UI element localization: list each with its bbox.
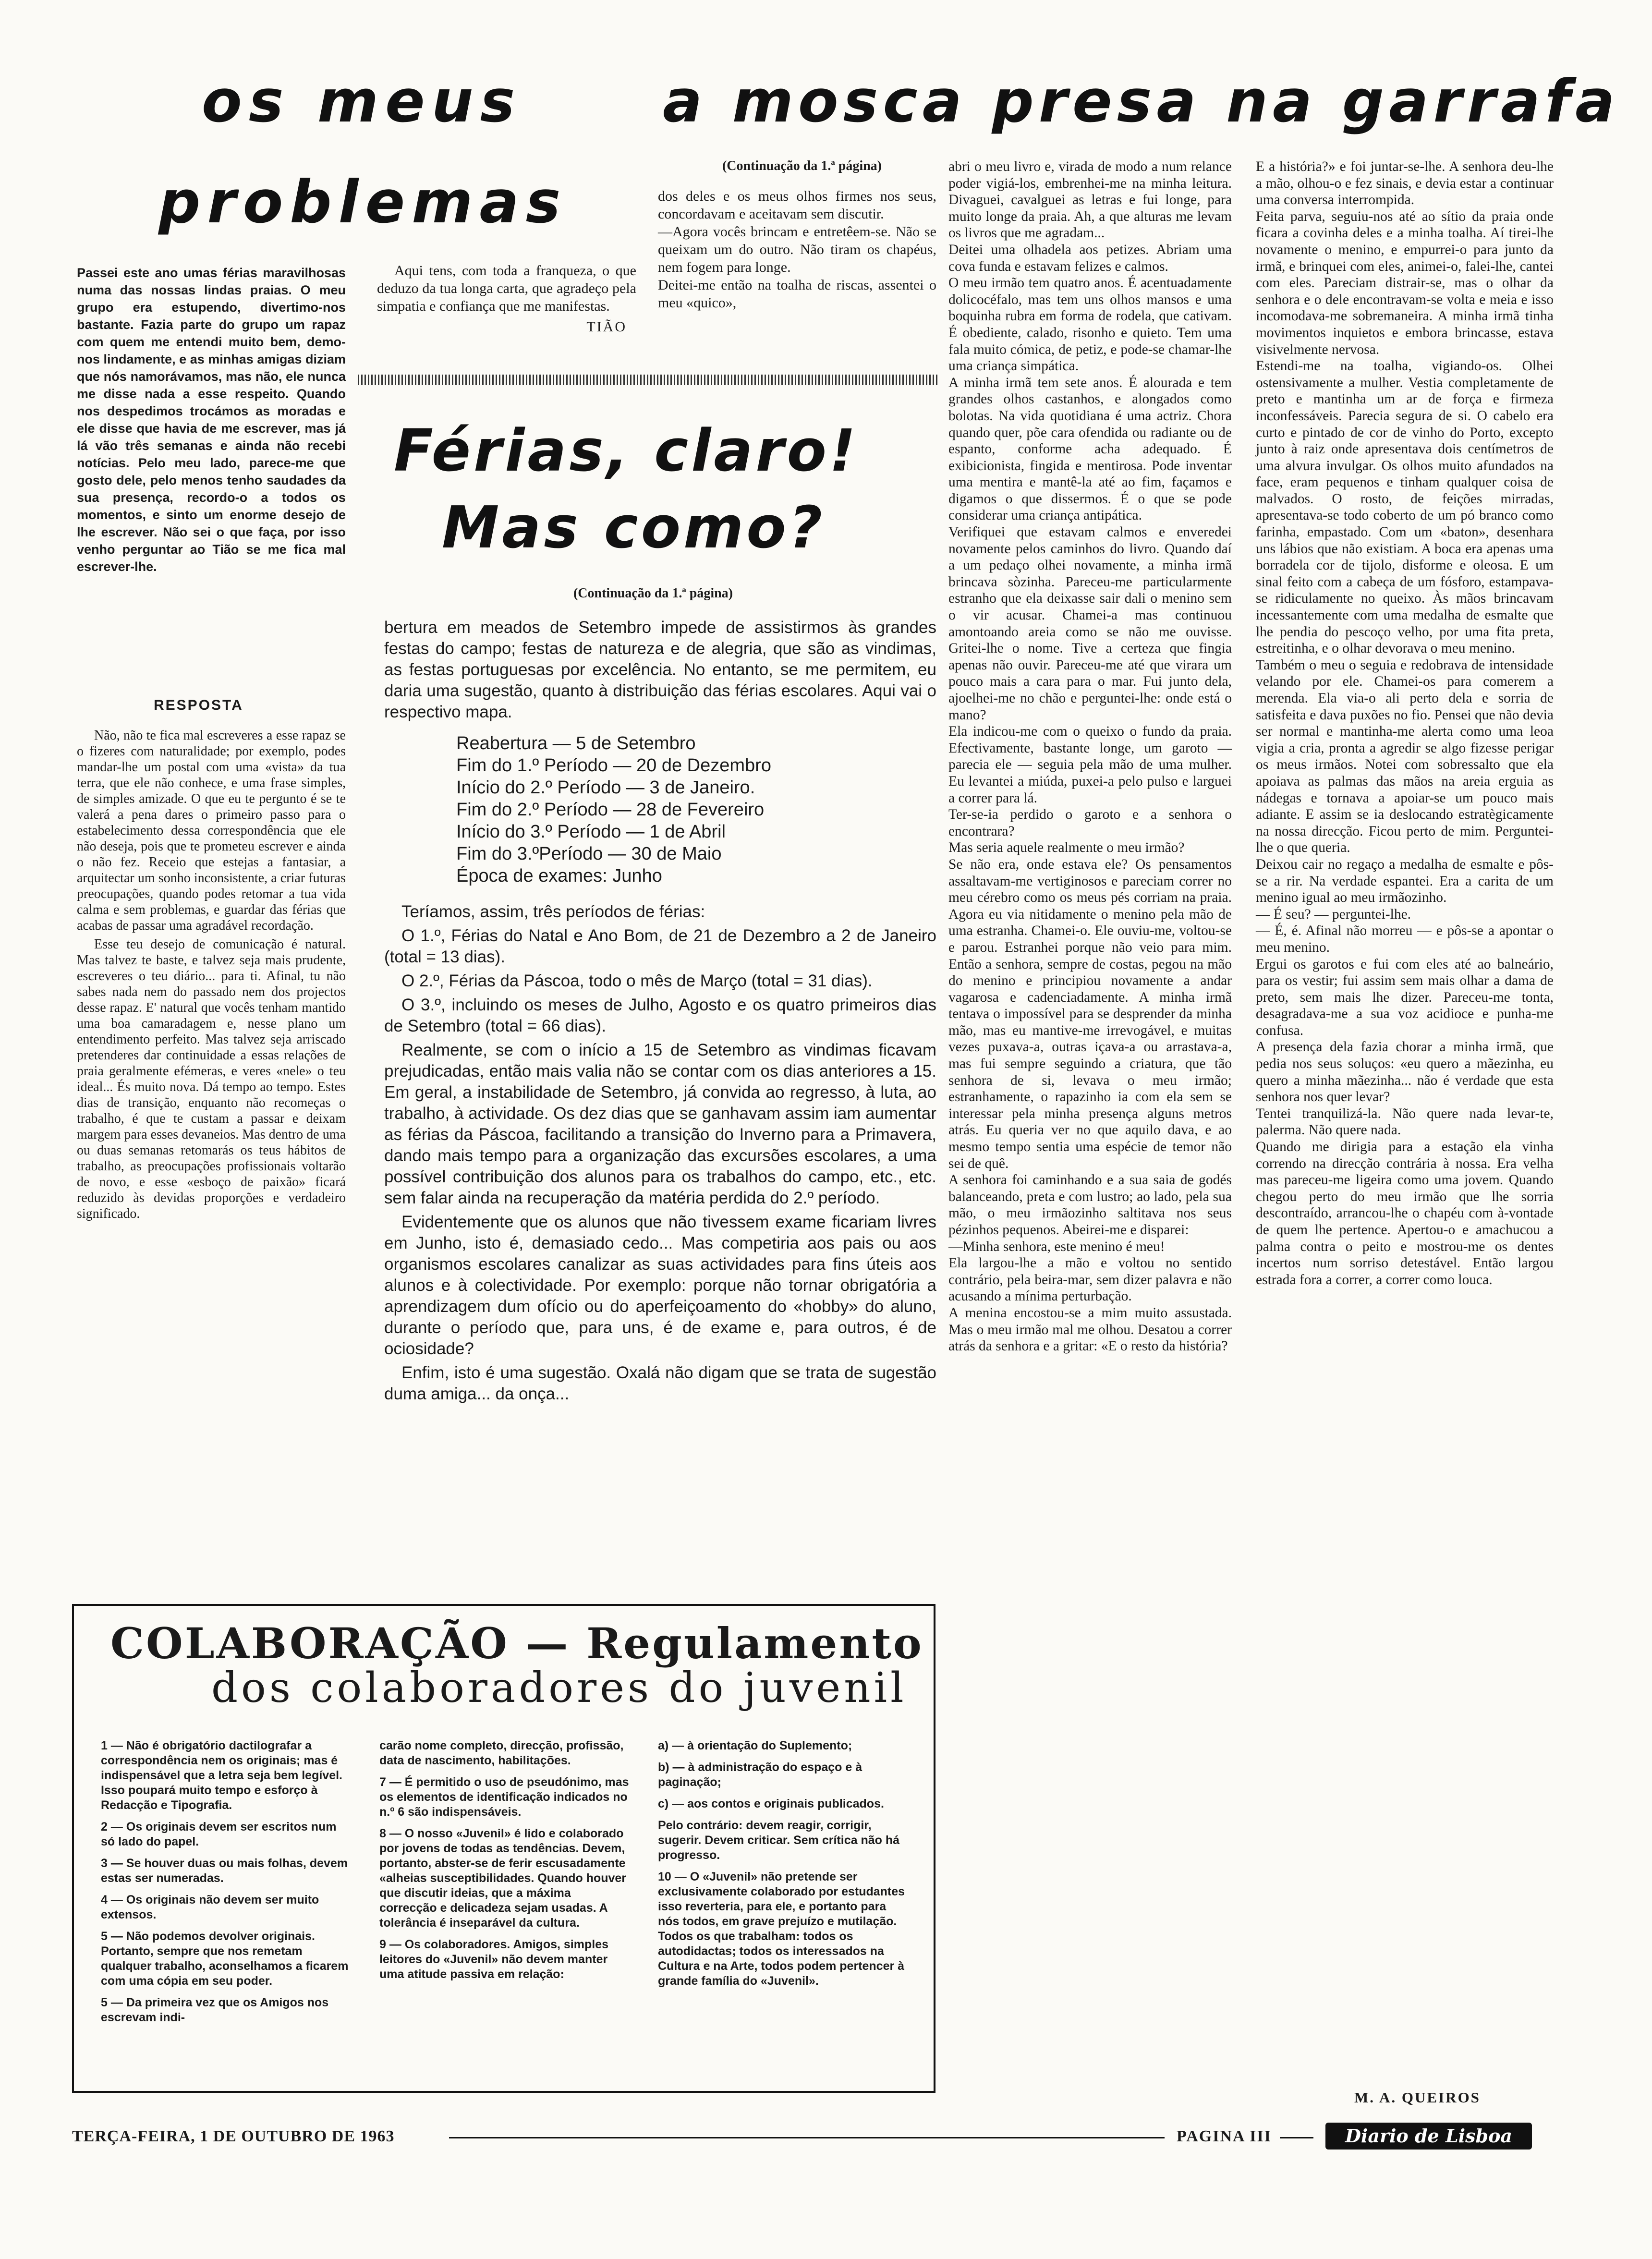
regulamento-col1 <box>101 1738 351 2032</box>
ferias-paragraph: bertura em meados de Setembro impede de assistirmos às grandes festas do campo; festas de natureza e de alegria, que são as vindimas, as festas portuguesas por excelência. No entanto, se me permitem, eu daria uma sugestão, quanto à distribuição das férias escolares. Aqui vai o respectivo mapa. <box>384 618 936 721</box>
rule-item: 7 — É permitido o uso de pseudónimo, mas os elementos de identificação indicados no n.º 6 são indispensáveis. <box>379 1775 629 1819</box>
reply-paragraph: Esse teu desejo de comunicação é natural. Mas talvez te baste, e talvez seja mais prudente, escreveres o teu diário... para ti. Afinal, tu não sabes nada nem do passado nem dos projectos desse rapaz. E' natural que vocês tenham mantido uma boa camaradagem e, nesse plano um entendimento perfeito. Mas talvez seja arriscado pretenderes dar continuidade a essas relações de praia geralmente efémeras, e veres «nele» o teu ideal... És muito nova. Dá tempo ao tempo. Estes dias de transição, enquanto não recomeças o trabalho, é que te custam a passar e deixam margem para esses devaneios. Mas dentro de uma ou duas semanas retomarás os teus hábitos de trabalho, as preocupações profissionais voltarão de novo, e esse «esboço de paixão» ficará reduzido às devidas proporções e verdadeiro significado. <box>77 937 346 1221</box>
ferias-continuation: (Continuação da 1.ª página) <box>573 586 733 601</box>
wavy-divider <box>358 375 939 385</box>
rule-item: b) — à administração do espaço e à paginação; <box>658 1761 862 1789</box>
calendar-item: Início do 2.º Período — 3 de Janeiro. <box>456 777 755 798</box>
calendar-item: Fim do 2.º Período — 28 de Fevereiro <box>456 800 765 820</box>
rule-item: 4 — Os originais não devem ser muito extensos. <box>101 1893 319 1921</box>
regulamento-title-line2: dos colaboradores do juvenil <box>211 1664 907 1712</box>
rule-item: 3 — Se houver duas ou mais folhas, devem estas ser numeradas. <box>101 1857 348 1885</box>
footer-date: TERÇA-FEIRA, 1 DE OUTUBRO DE 1963 <box>72 2127 395 2145</box>
rule-item: 1 — Não é obrigatório dactilografar a correspondência nem os originais; mas é indispensável que a letra seja bem legível. Isso poupará muito tempo e esforço à Redacção e Tipografia. <box>101 1739 343 1812</box>
mosca-continuation: (Continuação da 1.ª página) <box>722 158 882 173</box>
mosca-author: M. A. QUEIROS <box>1354 2089 1481 2106</box>
rule-item: carão nome completo, direcção, profissão, data de nascimento, habilitações. <box>379 1739 624 1767</box>
calendar <box>456 732 936 887</box>
calendar-item: Época de exames: Junho <box>456 866 662 886</box>
regulamento-col3 <box>658 1738 908 1995</box>
mosca-col3: E a história?» e foi juntar-se-lhe. A senhora deu-lhe a mão, olhou-o e fez sinais, e devia estar a continuar uma conversa interrompida. Feita parva, seguiu-nos até ao sítio da praia onde ficara a covinha deles e a minha toalha. Aí tirei-lhe novamente o menino, e empurrei-o para junto da irmã, e brinquei com eles, animei-o, falei-lhe, cantei com eles. Pareciam distrair-se, mas o olhar da senhora e o dele encontravam-se volta e meia e isso incomodava-me sobremaneira. A minha irmã tinha movimentos inquietos e embora brincasse, estava visivelmente nervosa. Estendi-me na toalha, vigiando-os. Olhei ostensivamente a mulher. Vestia completamente de preto e mantinha um ar de força e firmeza inconfessáveis. Parecia segura de si. O cabelo era curto e pintado de cor de vinho do Porto, excepto junto à raiz onde apresentava dois centímetros de uma alvura invulgar. Os olhos muito afundados na face, eram pequenos e tinham qualquer coisa de malvados. O rosto, de feições mirradas, apresentava-se todo coberto de um pó branco como farinha, empastado. Com um «baton», desenhara uns lábios que não existiam. A boca era apenas uma borradela cor de tijolo, disforme e oleosa. E um sinal feito com a cabeça de um fósforo, estampava-se ridiculamente no queixo. Às mãos brincavam incessantemente com uma medalha de esmalte que lhe pendia do pescoço velho, por uma fita preta, estreitinha, e o olhar devorava o meu menino. Também o meu o seguia e redobrava de intensidade velando por ele. Chamei-os para comerem a merenda. Ela via-o ali perto dela e sorria de satisfeita e dava puxões no fio. Pensei que não devia ser normal e mantinha-me alerta como uma leoa vigia a cria, pronta a agredir se algo fizesse perigar os meus irmãos. Notei com sobressalto que ela apoiava as palmas das mãos na areia erguia as nádegas e tornava a apoiar-se um pouco mais adiante. E assim se ia deslocando estratègicamente na nossa direcção. Ficou perto de mim. Perguntei-lhe o que queria. Deixou cair no regaço a medalha de esmalte e pôs-se a rir. Na verdade espantei. Era a carita de um menino igual ao meu irmãozinho. — É seu? — perguntei-lhe. — É, é. Afinal não morreu — e pôs-se a apontar o meu menino. Ergui os garotos e fui com eles até ao balneário, para os vestir; fui assim sem mais olhar a dama de preto, sem mais lhe dizer. Pareceu-me tonta, desagradava-me a sua voz acidioce e punha-me confusa. A presença dela fazia chorar a minha irmã, que pedia nos seus soluços: «eu quero a mãezinha, eu quero a minha mãezinha... não é verdade que esta senhora nos quer levar? Tentei tranquilizá-la. Não quere nada levar-te, palerma. Não quere nada. Quando me dirigia para a estação ela vinha correndo na direcção contrária à nossa. Era velha mas pareceu-me ligeira como uma jovem. Quando chegou perto do meu irmão que lhe sorria descontraído, arrancou-lhe o chapéu com à-vontade de quem lhe pertence. Apertou-o e amachucou a palma contra o peito e mostrou-me os dentes incertos num sorriso detestável. Então largou estrada fora a correr, a correr como louca. <box>1256 159 1554 1287</box>
reply-text <box>77 728 346 1225</box>
reply-heading: RESPOSTA <box>154 697 243 713</box>
mosca-title: a mosca presa na garrafa <box>663 67 1620 135</box>
reply-closing <box>377 262 636 336</box>
masthead-logo: Diario de Lisboa <box>1325 2123 1532 2150</box>
mosca-col2: abri o meu livro e, virada de modo a num relance poder vigiá-los, embrenhei-me na minha leitura. Divaguei, cavalguei as letras e fui longe, para muito longe da praia. Ah, a que alturas me levam os livros que me agradam... Deitei uma olhadela aos petizes. Abriam uma cova funda e estavam felizes e calmos. O meu irmão tem quatro anos. É acentuadamente dolicocéfalo, mas tem uns olhos mansos e uma boquinha rubra em forma de rodela, que cativam. É obediente, calado, risonho e quieto. Tem uma fala muito cómica, de petiz, e pode-se chamar-lhe uma criança simpática. A minha irmã tem sete anos. É alourada e tem grandes olhos castanhos, e alongados como bolotas. Na vida quotidiana é uma actriz. Chora quando quer, põe cara ofendida ou radiante ou de espanto, conforme acha adequado. É exibicionista, fingida e mentirosa. Pode inventar uma mentira e mantê-la até ao fim, façamos e digamos o que dissermos. É o que se pode considerar uma criança antipática. Verifiquei que estavam calmos e enveredei novamente pelos caminhos do livro. Quando daí a um pedaço olhei novamente, a minha irmã brincava sòzinha. Pareceu-me particularmente estranho que ela deixasse sair dali o menino sem o vir acusar. Chamei-a mas continuou amontoando areia como se não me ouvisse. Gritei-lhe o nome. Tive a certeza que fingia apenas não ouvir. Pareceu-me até que virara um pouco mais a cara para o mar. Fui junto dela, ajoelhei-me no chão e perguntei-lhe: onde está o mano? Ela indicou-me com o queixo o fundo da praia. Efectivamente, bastante longe, um garoto — parecia ele — seguia pela mão de uma mulher. Eu levantei a miúda, puxei-a pelo pulso e larguei a correr para lá. Ter-se-ia perdido o garoto e a senhora o encontrara? Mas seria aquele realmente o meu irmão? Se não era, onde estava ele? Os pensamentos assaltavam-me vertiginosos e pareciam correr no meu cérebro como os meus pés corriam na praia. Agora eu via nitidamente o menino pela mão de uma estranha. Chamei-o. Ele ouviu-me, voltou-se e parou. Estranhei porque não veio para mim. Então a senhora, sempre de costas, pegou na mão do menino e principiou novamente a andar vagarosa e cadenciadamente. A minha irmã tentava o impossível para se desprender da minha mão, mas eu mantive-me irrevogável, e muitas vezes puxava-a, outras içava-a ou arrastava-a, mas fui sempre seguindo a criatura, que tão senhora de si, levava o meu irmão; estranhamente, o rapazinho ia com ela sem se interessar pela minha presença alguns metros atrás. Eu queria ver no que aquilo dava, e ao mesmo tempo sentia uma espécie de temor não sei de quê. A senhora foi caminhando e a sua saia de godés balanceando, preta e com lustro; ao lado, pela sua mão, o meu irmãozinho saltitava nos seus pézinhos pequenos. Abeirei-me e disparei: —Minha senhora, este menino é meu! Ela largou-lhe a mão e voltou no sentido contrário, pela beira-mar, sem dizer palavra e não acusando a mínima perturbação. A menina encostou-se a mim muito assustada. Mas o meu irmão mal me olhou. Desatou a correr atrás da senhora e a gritar: «E o resto da história? <box>948 159 1232 1354</box>
rule-item: a) — à orientação do Suplemento; <box>658 1739 852 1752</box>
ferias-body <box>384 617 936 1408</box>
footer-page: PAGINA III <box>1177 2127 1272 2145</box>
calendar-item: Início do 3.º Período — 1 de Abril <box>456 822 726 842</box>
ferias-paragraph: O 1.º, Férias do Natal e Ano Bom, de 21 de Dezembro a 2 de Janeiro (total = 13 dias). <box>384 926 936 966</box>
ferias-paragraph: Realmente, se com o início a 15 de Setembro as vindimas ficavam prejudicadas, então mais valia não se contar com os dias anteriores a 15. Em geral, a instabilidade de Setembro, já convida ao regresso, à luta, ao trabalho, à actividade. Os dez dias que se ganhavam assim iam aumentar as férias da Páscoa, facilitando a transição do Inverno para a Primavera, dando mais tempo para a organização das excursões escolares, a uma possível contribuição dos alunos para os trabalhos do campo, etc., etc. sem falar ainda na recuperação da matéria perdida do 2.º período. <box>384 1041 936 1207</box>
calendar-item: Reabertura — 5 de Setembro <box>456 733 696 753</box>
ferias-title-line2: Mas como? <box>442 495 826 561</box>
rule-item: 10 — O «Juvenil» não pretende ser exclusivamente colaborado por estudantes isso reverteria, para ele, e portanto para nós todos, em grave prejuízo e mutilação. Todos os que trabalham: todos os autodidactas; todos os interessados na Cultura e na Arte, todos podem pertencer à grande família do «Juvenil». <box>658 1870 905 1988</box>
ferias-paragraph: Evidentemente que os alunos que não tivessem exame ficariam livres em Junho, isto é, demasiado cedo... Mas competiria aos pais ou aos organismos escolares canalizar as suas actividades para fins úteis aos alunos e à colectividade. Por exemplo: porque não tornar obrigatória a aprendizagem dum ofício ou do aperfeiçoamento do «hobby» do aluno, durante o período que, para uns, é de exame e, para outros, é de ociosidade? <box>384 1213 936 1358</box>
left-title-line1: os meus <box>202 67 522 135</box>
calendar-item: Fim do 3.ºPeríodo — 30 de Maio <box>456 844 722 864</box>
calendar-item: Fim do 1.º Período — 20 de Dezembro <box>456 755 771 776</box>
ferias-title-line1: Férias, claro! <box>394 418 859 485</box>
regulamento-title-line1: COLABORAÇÃO — Regulamento <box>110 1618 923 1668</box>
reply-paragraph: Não, não te fica mal escreveres a esse rapaz se o fizeres com naturalidade; por exemplo, podes mandar-lhe um postal com uma «vista» da tua terra, que ele não conhece, e uma frase simples, de simples amizade. O que eu te pergunto é se te valerá a pena dares o primeiro passo para o estabelecimento dessa correspondência que ele não deseja, pois que te prometeu escrever e ainda o não fez. Receio que estejas a fantasiar, a arquitectar um sonho inconsistente, a criar futuras preocupações, quando podes retomar a tua vida calma e sem problemas, e guardar das férias que acabas de passar uma agradável recordação. <box>77 728 346 933</box>
rule-item: 5 — Da primeira vez que os Amigos nos escrevam indi- <box>101 1996 329 2024</box>
rule-item: c) — aos contos e originais publicados. <box>658 1797 884 1810</box>
ferias-paragraph: O 3.º, incluindo os meses de Julho, Agosto e os quatro primeiros dias de Setembro (total = 66 dias). <box>384 996 936 1035</box>
rule-item: 2 — Os originais devem ser escritos num só lado do papel. <box>101 1820 337 1848</box>
regulamento-col2 <box>379 1738 629 1989</box>
left-title-line2: problemas <box>158 168 568 236</box>
ferias-paragraph: Teríamos, assim, três períodos de férias: <box>401 902 705 921</box>
signature: TIÃO <box>586 319 627 335</box>
reader-letter: Passei este ano umas férias maravilhosas numa das nossas lindas praias. O meu grupo era estupendo, divertimo-nos bastante. Fazia parte do grupo um rapaz com quem me entendi muito bem, demo-nos lindamente, e as minhas amigas diziam que nós namorávamos, mas não, ele nunca me disse nada a esse respeito. Quando nos despedimos trocámos as moradas e ele disse que havia de me escrever, mas já lá vão três semanas e ainda não recebi notícias. Pelo meu lado, parece-me que gosto dele, pelo menos tenho saudades da sua presença, recordo-o a todos os momentos, e sinto um enorme desejo de lhe escrever. Não sei o que faça, por isso venho perguntar ao Tião se me fica mal escrever-lhe. <box>77 266 346 574</box>
footer-rule-right <box>1280 2137 1313 2138</box>
mosca-col1: dos deles e os meus olhos firmes nos seus, concordavam e aceitavam sem discutir. —Agora vocês brincam e entretêem-se. Não se queixam um do outro. Não tiram os chapéus, nem fogem para longe. Deitei-me então na toalha de riscas, assentei o meu «quico», <box>658 188 936 311</box>
ferias-paragraph: O 2.º, Férias da Páscoa, todo o mês de Março (total = 31 dias). <box>401 972 873 990</box>
rule-item: 9 — Os colaboradores. Amigos, simples leitores do «Juvenil» não devem manter uma atitude passiva em relação: <box>379 1938 609 1981</box>
reply-paragraph: Aqui tens, com toda a franqueza, o que deduzo da tua longa carta, que agradeço pela simpatia e confiança que me manifestas. <box>377 263 636 314</box>
rule-item: 5 — Não podemos devolver originais. Portanto, sempre que nos remetam qualquer trabalho, aconselhamos a ficarem com uma cópia em seu poder. <box>101 1930 349 1988</box>
footer-rule-left <box>449 2137 1165 2138</box>
rule-item: 8 — O nosso «Juvenil» é lido e colaborado por jovens de todas as tendências. Devem, portanto, abster-se de ferir escusadamente «alheias susceptibilidades. Quando houver que discutir ideias, que a máxima correcção e delicadeza sejam usadas. A tolerância é inseparável da cultura. <box>379 1827 627 1930</box>
ferias-paragraph: Enfim, isto é uma sugestão. Oxalá não digam que se trata de sugestão duma amiga... da onça... <box>384 1363 936 1403</box>
rule-item: Pelo contrário: devem reagir, corrigir, sugerir. Devem criticar. Sem crítica não há progresso. <box>658 1819 900 1862</box>
